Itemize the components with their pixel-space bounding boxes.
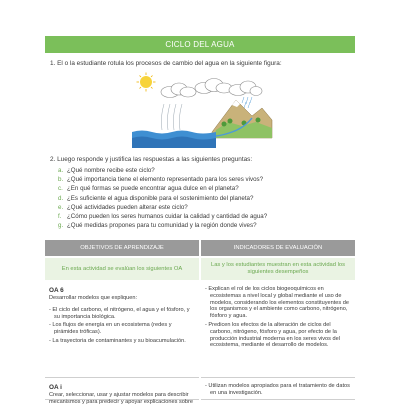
- list-item: a. ¿Qué nombre recibe este ciclo?: [58, 167, 155, 174]
- oa-title: OA 6: [49, 287, 64, 294]
- table-row: [45, 283, 199, 378]
- water-cycle-figure: [132, 72, 272, 148]
- indicator-item: - Predicen los efectos de la alteración de ciclos del carbono, nitrógeno, fósforo y agua, por efecto de la producción industrial moderna en los seres vivos del ecosistema, mediante el desarrollo de modelos.: [205, 322, 351, 349]
- cloud-icon: [229, 81, 262, 96]
- table-row: [201, 380, 355, 400]
- cloud-icon: [195, 79, 232, 94]
- list-item: b. ¿Qué importancia tiene el elemento representado para los seres vivos?: [58, 176, 264, 184]
- oa-text: Desarrollar modelos que expliquen:: [49, 295, 137, 301]
- intro-text-right: Las y los estudiantes muestran en esta actividad los siguientes desempeños: [210, 262, 346, 275]
- evaporation-arrows-icon: [161, 104, 182, 130]
- page-title: CICLO DEL AGUA: [45, 36, 355, 53]
- list-item: c. ¿En qué formas se puede encontrar agua dulce en el planeta?: [58, 185, 239, 193]
- evaluation-table: [45, 240, 355, 405]
- question-1: 1. El o la estudiante rotula los procesos de cambio del agua en la siguiente figura:: [50, 60, 282, 67]
- list-item: f. ¿Cómo pueden los seres humanos cuidar la calidad y cantidad de agua?: [58, 213, 268, 221]
- indicator-item: - Utilizan modelos apropiados para el tratamiento de datos en una investigación.: [205, 383, 351, 397]
- oa-bullet: - La trayectoria de contaminantes y su bioacumulación.: [49, 338, 195, 345]
- ocean-icon: [132, 131, 216, 149]
- rain-icon: [242, 97, 252, 108]
- table-row: [45, 380, 199, 405]
- question-2: 2. Luego responde y justifica las respuestas a las siguientes preguntas:: [50, 156, 253, 163]
- cloud-icon: [161, 83, 196, 98]
- list-item: g. ¿Qué medidas propones para tu comunidad y la región donde vives?: [58, 222, 257, 230]
- sun-icon: [137, 73, 156, 92]
- oa-bullet: - El ciclo del carbono, el nitrógeno, el agua y el fósforo, y su importancia biológica.: [49, 307, 195, 321]
- oa-bullet: - Los flujos de energía en un ecosistema (redes y pirámides tróficas).: [49, 322, 195, 336]
- intro-text-left: En esta actividad se evalúan los siguientes OA: [61, 266, 183, 272]
- intro-cell-left: [45, 258, 199, 280]
- oa-text: Crear, seleccionar, usar y ajustar modelos para describir mecanismos y para predecir y apoyar explicaciones sobre: [49, 392, 193, 405]
- table-header-objectives: OBJETIVOS DE APRENDIZAJE: [45, 240, 199, 256]
- list-item: d. ¿Es suficiente el agua disponible para el sostenimiento del planeta?: [58, 194, 254, 202]
- indicator-item: - Explican el rol de los ciclos biogeoquímicos en ecosistemas a nivel local y global mediante el uso de modelos, considerando los elementos constituyentes de los organismos y el ambiente como carbono, nitrógeno, fósforo y agua.: [205, 286, 351, 320]
- table-row: [201, 283, 355, 378]
- table-header-indicators: INDICADORES DE EVALUACIÓN: [201, 240, 355, 256]
- intro-cell-right: [201, 258, 355, 280]
- subquestion-list: [58, 166, 358, 230]
- oa-title: OA i: [49, 384, 62, 391]
- list-item: e. ¿Qué actividades pueden alterar este ciclo?: [58, 203, 188, 211]
- mountain-icon: [212, 100, 272, 138]
